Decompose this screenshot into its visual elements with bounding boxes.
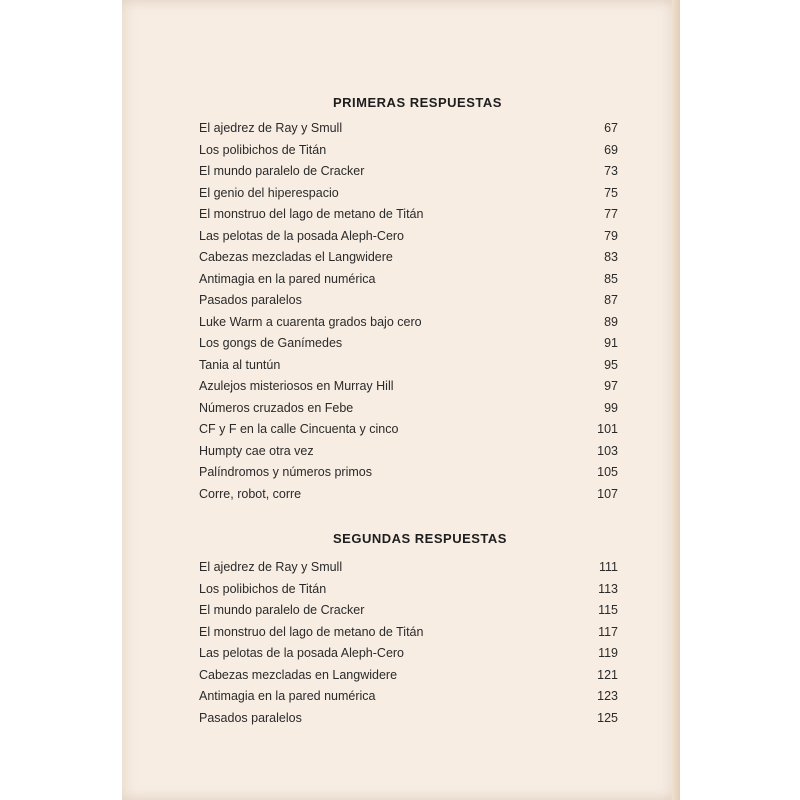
toc-entry-title: El ajedrez de Ray y Smull	[199, 560, 343, 574]
toc-entry-title: Las pelotas de la posada Aleph-Cero	[199, 228, 405, 243]
toc-entry	[199, 686, 618, 708]
toc-entry-page: 125	[597, 710, 618, 725]
toc-entry-page: 117	[598, 624, 618, 639]
toc-entry	[199, 355, 618, 377]
toc-entry-title: El monstruo del lago de metano de Titán	[199, 624, 424, 639]
toc-entry-title: Corre, robot, corre	[199, 486, 302, 501]
toc-entry-page: 87	[604, 293, 618, 307]
toc-entry	[199, 622, 618, 644]
toc-entry-page: 73	[604, 164, 618, 178]
toc-entry-title: El mundo paralelo de Cracker	[199, 164, 365, 178]
toc-entry	[199, 441, 618, 463]
toc-entry	[199, 398, 618, 420]
section-heading-primeras: PRIMERAS RESPUESTAS	[333, 95, 502, 110]
toc-entry-page: 107	[597, 486, 618, 501]
toc-entry-page: 97	[604, 379, 618, 393]
toc-entry	[199, 269, 618, 291]
toc-entry	[199, 600, 618, 622]
toc-entry	[199, 708, 618, 730]
toc-entry	[199, 290, 618, 312]
toc-entry	[199, 579, 618, 601]
toc-entry-title: Pasados paralelos	[199, 293, 302, 307]
toc-entry	[199, 557, 618, 579]
toc-entry-page: 121	[597, 667, 618, 682]
toc-entry-title: CF y F en la calle Cincuenta y cinco	[199, 422, 399, 436]
toc-entry	[199, 247, 618, 269]
toc-entry-page: 113	[598, 581, 618, 596]
section-heading-segundas: SEGUNDAS RESPUESTAS	[333, 531, 507, 546]
toc-entry	[199, 665, 618, 687]
toc-entry	[199, 643, 618, 665]
toc-entry	[199, 161, 618, 183]
toc-entry	[199, 140, 618, 162]
toc-entry-title: Los gongs de Ganímedes	[199, 336, 343, 350]
toc-entry	[199, 419, 618, 441]
toc-entry-page: 79	[604, 228, 618, 243]
toc-entry-title: Las pelotas de la posada Aleph-Cero	[199, 646, 405, 660]
toc-entry-page: 105	[597, 465, 618, 479]
toc-entry-title: Palíndromos y números primos	[199, 465, 372, 479]
toc-entry-title: Azulejos misteriosos en Murray Hill	[199, 379, 394, 393]
toc-entry-title: El ajedrez de Ray y Smull	[199, 121, 343, 135]
toc-entry-title: Cabezas mezcladas en Langwidere	[199, 667, 398, 682]
toc-entry	[199, 333, 618, 355]
toc-entry-title: Los polibichos de Titán	[199, 142, 327, 157]
toc-entry-page: 91	[604, 336, 618, 350]
toc-entry-title: El genio del hiperespacio	[199, 185, 339, 200]
toc-entry-page: 75	[604, 185, 618, 200]
toc-entry	[199, 204, 618, 226]
toc-entry-title: Antimagia en la pared numérica	[199, 689, 376, 703]
toc-entry-title: Antimagia en la pared numérica	[199, 271, 376, 286]
toc-entry-page: 95	[604, 357, 618, 372]
toc-entry-title: El mundo paralelo de Cracker	[199, 603, 365, 617]
toc-entry	[199, 183, 618, 205]
toc-entry-title: Luke Warm a cuarenta grados bajo cero	[199, 314, 422, 329]
toc-list-segundas	[199, 557, 618, 729]
toc-entry-title: Cabezas mezcladas el Langwidere	[199, 250, 393, 264]
toc-entry	[199, 226, 618, 248]
toc-entry-page: 115	[598, 603, 618, 617]
toc-entry-title: Los polibichos de Titán	[199, 581, 327, 596]
toc-entry-page: 69	[604, 142, 618, 157]
toc-entry-page: 83	[604, 250, 618, 264]
toc-entry-page: 67	[604, 121, 618, 135]
toc-entry-title: Tania al tuntún	[199, 357, 281, 372]
toc-entry-page: 111	[598, 560, 618, 574]
toc-list-primeras	[199, 118, 618, 505]
toc-entry-page: 119	[598, 646, 618, 660]
toc-entry-title: Pasados paralelos	[199, 710, 302, 725]
toc-entry	[199, 118, 618, 140]
toc-entry-title: Números cruzados en Febe	[199, 400, 354, 415]
toc-entry-page: 99	[604, 400, 618, 415]
toc-entry	[199, 376, 618, 398]
toc-entry-title: Humpty cae otra vez	[199, 443, 314, 458]
toc-entry-title: El monstruo del lago de metano de Titán	[199, 207, 424, 221]
page-edge-shadow	[672, 0, 680, 800]
toc-entry-page: 77	[604, 207, 618, 221]
toc-entry-page: 123	[597, 689, 618, 703]
toc-entry-page: 89	[604, 314, 618, 329]
toc-entry	[199, 462, 618, 484]
toc-entry-page: 101	[597, 422, 618, 436]
toc-entry	[199, 312, 618, 334]
toc-entry-page: 103	[597, 443, 618, 458]
toc-entry	[199, 484, 618, 506]
toc-entry-page: 85	[604, 271, 618, 286]
